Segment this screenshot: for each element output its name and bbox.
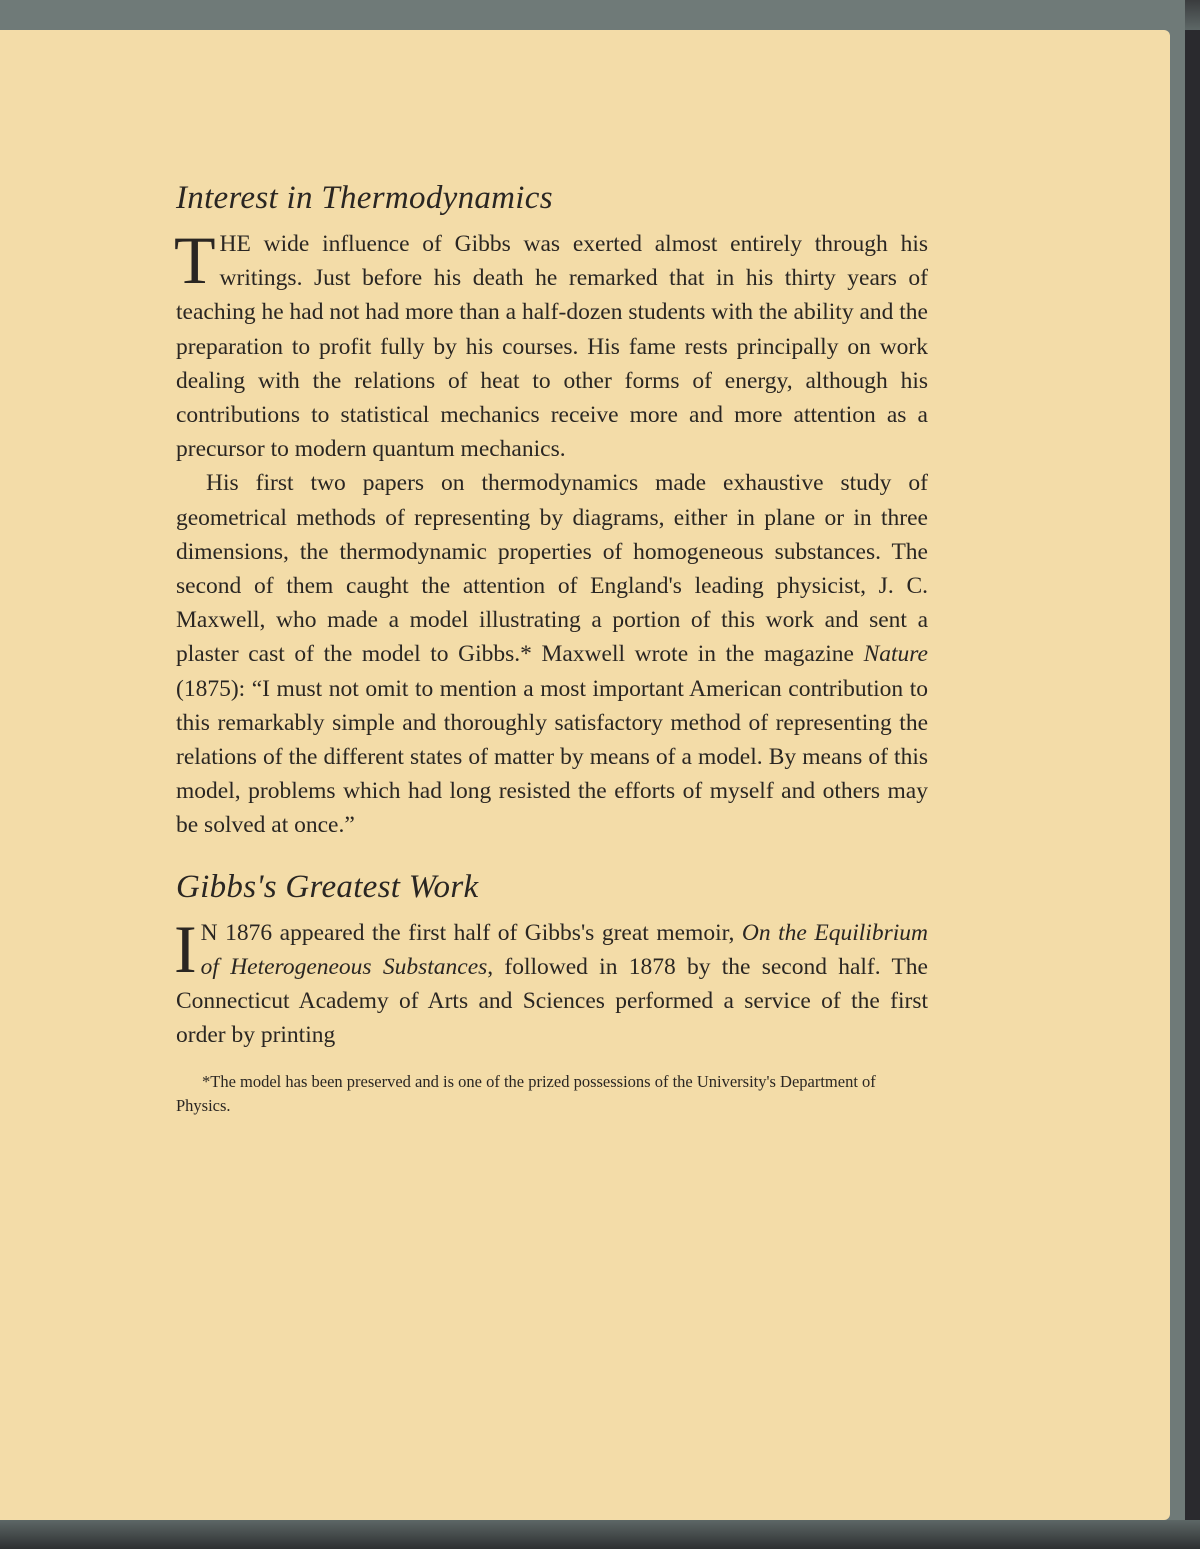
italic-title: On the Equilibrium of Heterogeneous Substances [200, 919, 928, 980]
paragraph-text: His first two papers on thermodynamics made exhaustive study of geometrical methods of representing by diagrams, either in plane or in three dimensions, the thermodynamic properties of homogeneous substances. The second of them caught the attention of England's leading physicist, J. C. Maxwell, who made a model illustrating a portion of this work and sent a plaster cast of the model to Gibbs.* Maxwell wrote in the magazine [176, 470, 928, 668]
section-heading-greatest-work: Gibbs's Greatest Work [176, 868, 479, 905]
footnote: *The model has been preserved and is one of the prized possessions of the University's Department of Physics. [176, 1072, 876, 1116]
paragraph [174, 910, 928, 1053]
paragraph [174, 222, 928, 466]
paragraph-text: , followed in 1878 by the second half. The Connecticut Academy of Arts and Sciences performed a service of the first order by printing [176, 953, 928, 1049]
paragraph-text: HE wide influence of Gibbs was exerted almost entirely through his writings. Just before his death he remarked that in his thirty years of teaching he had not had more than a half-dozen students with the ability and the preparation to profit fully by his courses. His fame rests principally on work dealing with the relations of heat to other forms of energy, although his contributions to statistical mechanics receive more and more attention as a precursor to modern quantum mechanics. [176, 231, 928, 463]
section-heading-thermodynamics: Interest in Thermodynamics [176, 180, 553, 216]
paragraph [176, 466, 928, 842]
italic-title: Nature [863, 641, 928, 668]
paragraph-text: N 1876 appeared the first half of Gibbs's great memoir, [200, 919, 742, 946]
paragraph-text: (1875): “I must not omit to mention a most important American contribution to this remarkably simple and thoroughly satisfactory method of representing the relations of the different states of matter by means of a model. By means of this model, problems which had long resisted the efforts of myself and others may be solved at once.” [176, 675, 928, 839]
drop-cap: T [174, 222, 216, 298]
scan-bottom-edge [0, 1520, 1200, 1549]
page-text [176, 180, 928, 1118]
drop-cap: I [174, 910, 197, 987]
